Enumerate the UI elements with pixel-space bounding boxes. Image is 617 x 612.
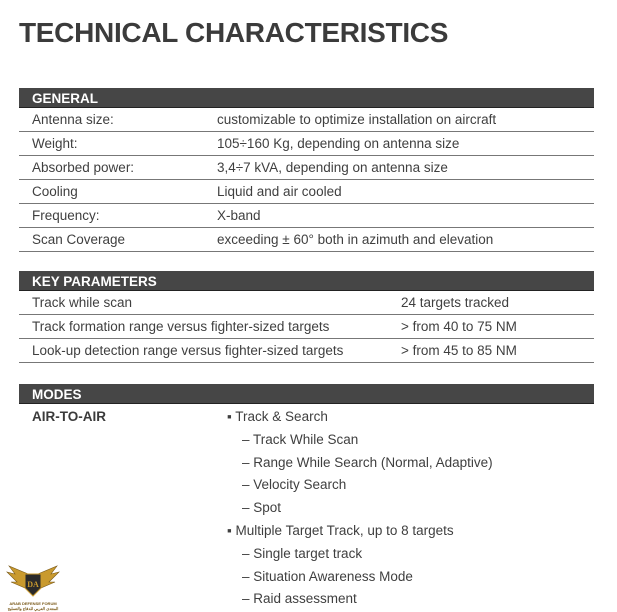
- key-parameters-header: KEY PARAMETERS: [19, 271, 594, 291]
- row-label: Scan Coverage: [32, 232, 126, 247]
- mode-sub-text: Spot: [253, 500, 282, 515]
- table-row: [19, 291, 594, 315]
- row-value: Liquid and air cooled: [217, 184, 342, 199]
- row-label: Cooling: [32, 184, 78, 199]
- mode-bullet-text: Track & Search: [235, 409, 328, 424]
- mode-sub-text: Range While Search (Normal, Adaptive): [253, 455, 493, 470]
- mode-sub-text: Velocity Search: [253, 477, 347, 492]
- mode-bullet-text: Multiple Target Track, up to 8 targets: [235, 523, 454, 538]
- row-value: X-band: [217, 208, 261, 223]
- mode-sub-item: – Single target track: [242, 546, 363, 561]
- table-row: [19, 339, 594, 363]
- table-row: [19, 204, 594, 228]
- watermark-line1: ARAB DEFENSE FORUM: [9, 601, 57, 606]
- mode-sub-item: – Track While Scan: [242, 432, 359, 447]
- row-label: Absorbed power:: [32, 160, 135, 175]
- mode-category-air-to-air: AIR-TO-AIR: [32, 409, 106, 424]
- row-value: customizable to optimize installation on aircraft: [217, 112, 497, 127]
- modes-header: MODES: [19, 384, 594, 404]
- general-section: [19, 88, 594, 252]
- mode-sub-item: – Raid assessment: [242, 591, 357, 606]
- mode-sub-item: – Velocity Search: [242, 477, 347, 492]
- mode-sub-text: Situation Awareness Mode: [253, 569, 413, 584]
- row-value: 105÷160 Kg, depending on antenna size: [217, 136, 460, 151]
- mode-sub-text: Track While Scan: [253, 432, 359, 447]
- mode-sub-item: – Spot: [242, 500, 282, 515]
- logo-text: DA: [27, 580, 39, 589]
- mode-bullet: ▪ Track & Search: [227, 409, 328, 424]
- row-label: Track formation range versus fighter-sized targets: [32, 319, 330, 334]
- watermark-line2: المنتدى العربي للدفاع والتسليح: [7, 606, 59, 611]
- eagle-wings-icon: [3, 562, 63, 602]
- row-label: Frequency:: [32, 208, 100, 223]
- row-value: > from 40 to 75 NM: [401, 319, 517, 334]
- mode-bullet: ▪ Multiple Target Track, up to 8 targets: [227, 523, 454, 538]
- key-parameters-section: [19, 271, 594, 363]
- row-label: Antenna size:: [32, 112, 114, 127]
- mode-sub-text: Single target track: [253, 546, 363, 561]
- mode-sub-item: – Range While Search (Normal, Adaptive): [242, 455, 493, 470]
- row-value: > from 45 to 85 NM: [401, 343, 517, 358]
- table-row: [19, 180, 594, 204]
- table-row: [19, 156, 594, 180]
- table-row: [19, 132, 594, 156]
- row-label: Track while scan: [32, 295, 133, 310]
- page-title: TECHNICAL CHARACTERISTICS: [19, 17, 449, 48]
- mode-sub-text: Raid assessment: [253, 591, 357, 606]
- watermark-logo: [3, 562, 63, 612]
- modes-section: [19, 384, 594, 404]
- table-row: [19, 228, 594, 252]
- mode-sub-item: – Situation Awareness Mode: [242, 569, 413, 584]
- row-label: Weight:: [32, 136, 78, 151]
- row-value: 24 targets tracked: [401, 295, 510, 310]
- table-row: [19, 315, 594, 339]
- general-header: GENERAL: [19, 88, 594, 108]
- table-row: [19, 108, 594, 132]
- row-label: Look-up detection range versus fighter-sized targets: [32, 343, 344, 358]
- row-value: exceeding ± 60° both in azimuth and elevation: [217, 232, 494, 247]
- row-value: 3,4÷7 kVA, depending on antenna size: [217, 160, 448, 175]
